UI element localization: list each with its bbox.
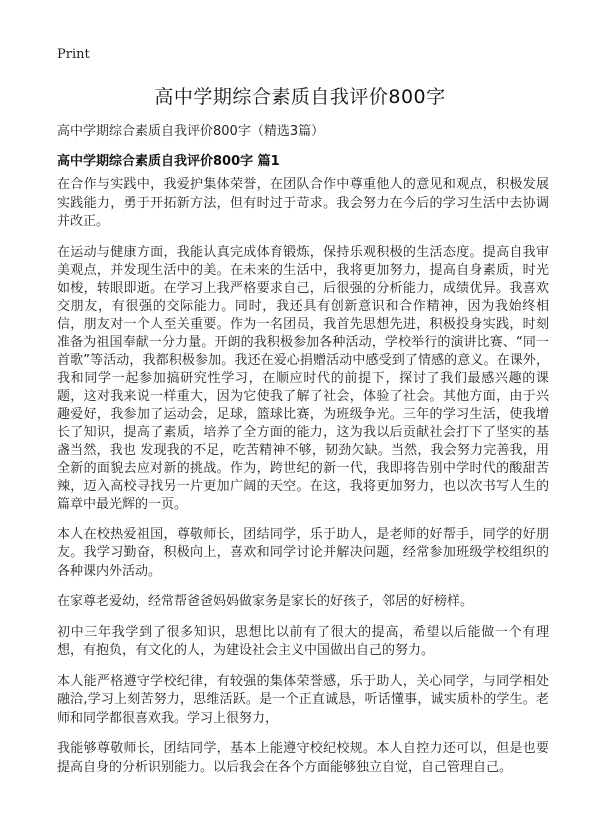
paragraph-2: 在运动与健康方面，我能认真完成体育锻炼，保持乐观积极的生活态度。提高自我审美观点，并发现生活中的美。在未来的生活中，我将更加努力，提高自身素质，时光如梭，转眼即逝。在学习上我严格要求自己，后很强的分析能力，成绩优异。我喜欢交朋友，有很强的交际能力。同时，我还具有创新意识和合作精神，因为我始终相信，朋友对一个人至关重要。作为一名团员，我首先思想先进，积极投身实践，时刻准备为祖国奉献一分力量。开朗的我积极参加各种活动，学校举行的演讲比赛、“同一首歌”等活动，我都积极参加。我还在爱心捐赠活动中感受到了情感的意义。在课外，我和同学一起参加搞研究性学习，在顺应时代的前提下，探讨了我们最感兴趣的课题，这对我来说一样重大，因为它使我了解了社会，体验了社会。其他方面，由于兴趣爱好，我参加了运动会，足球，篮球比赛，为班级争光。三年的学习生活，使我增长了知识，提高了素质，培养了全方面的能力，这为我以后贡献社会打下了坚实的基盏当然，我也 发现我的不足，吃苦精神不够，韧劲欠缺。当然，我会努力完善我，用全新的面貌去应对新的挑战。作为，跨世纪的新一代，我即将告别中学时代的酸甜苦辣，迈入高校寻找另一片更加广阔的天空。在这，我将更加努力，也以次书写人生的 篇章中最光辉的一页。 (57, 244, 549, 512)
paragraph-3: 本人在校热爱祖国，尊敬师长，团结同学，乐于助人，是老师的好帮手，同学的好朋友。我学习勤奋，积极向上，喜欢和同学讨论并解决问题，经常参加班级学校组织的各种课内外活动。 (57, 526, 549, 579)
paragraph-7: 我能够尊敬师长，团结同学，基本上能遵守校纪校规。本人自控力还可以，但是也要提高自身的分析识别能力。以后我会在各个方面能够独立自觉，自己管理自己。 (57, 741, 549, 775)
paragraph-1: 在合作与实践中，我爱护集体荣誉，在团队合作中尊重他人的意见和观点，积极发展实践能力，勇于开拓新方法，但有时过于苛求。我会努力在今后的学习生活中去协调并改正。 (57, 177, 549, 229)
print-link[interactable]: Print (57, 47, 90, 62)
paragraph-4: 在家尊老爱幼，经常帮爸爸妈妈做家务是家长的好孩子，邻居的好榜样。 (57, 594, 474, 609)
article-body (57, 176, 549, 789)
document-subtitle: 高中学期综合素质自我评价800字（精选3篇） (57, 124, 325, 139)
paragraph-6: 本人能严格遵守学校纪律，有较强的集体荣誉感，乐于助人，关心同学，与同学相处融洽,学习上刻苦努力，思维活跃。是一个正直诚恳，听话懂事，诚实质朴的学生。老师和同学都很喜欢我。学习上很努力， (57, 673, 549, 726)
paragraph-5: 初中三年我学到了很多知识，思想比以前有了很大的提高，希望以后能做一个有理想，有抱负，有文化的人，为建设社会主义中国做出自己的努力。 (57, 624, 549, 658)
section-heading: 高中学期综合素质自我评价800字 篇1 (57, 154, 280, 169)
page-title: 高中学期综合素质自我评价800字 (154, 86, 446, 108)
